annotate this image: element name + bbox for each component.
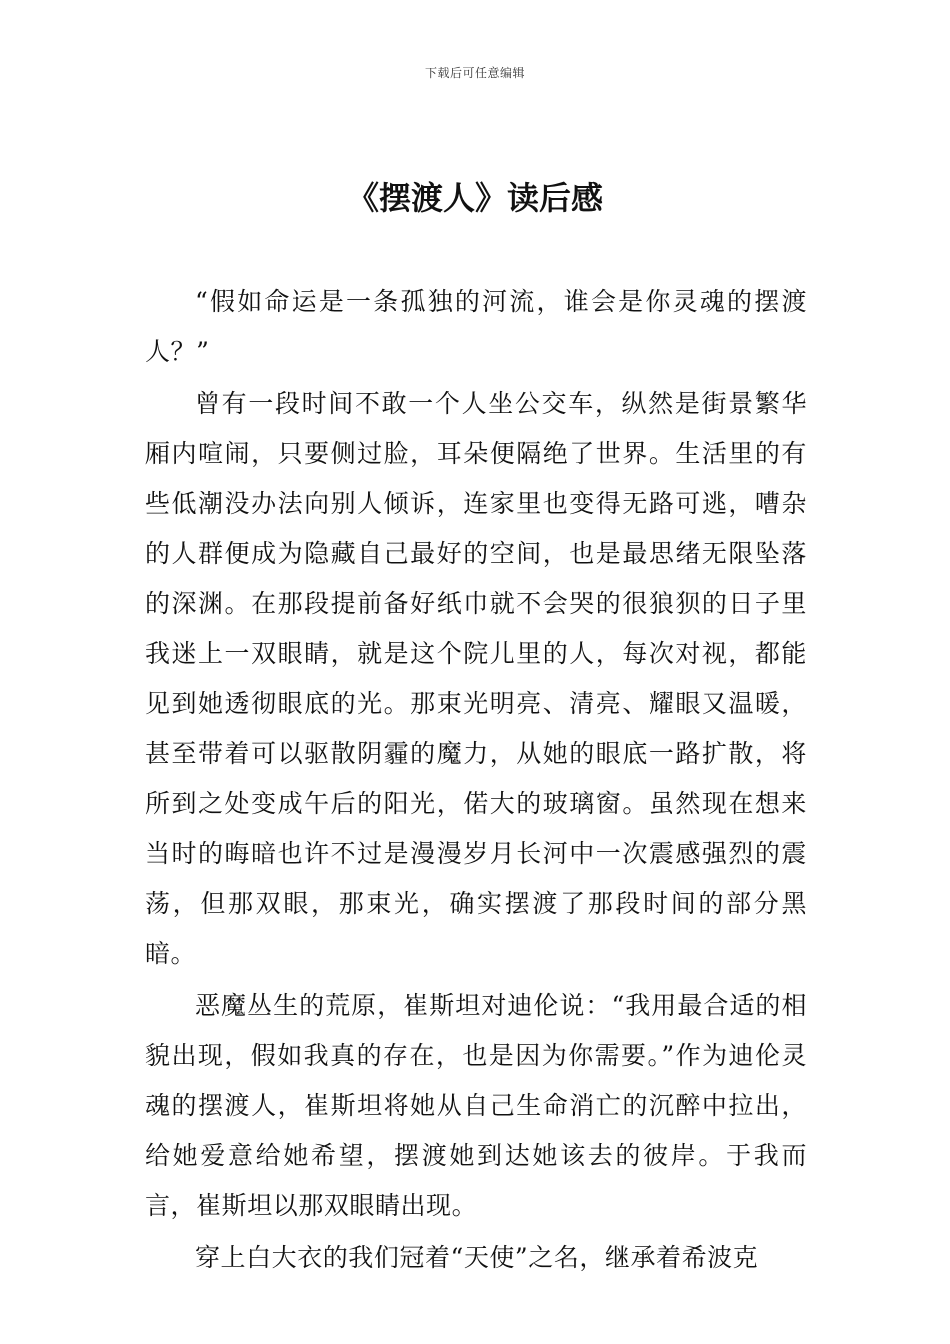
paragraph-quote: “假如命运是一条孤独的河流，谁会是你灵魂的摆渡人？”	[145, 287, 807, 366]
document-body	[145, 277, 807, 1283]
document-title: 《摆渡人》读后感	[346, 179, 603, 217]
header-note: 下载后可任意编辑	[424, 66, 525, 80]
paragraph-bus-memory: 曾有一段时间不敢一个人坐公交车，纵然是街景繁华厢内喧闹，只要侧过脸，耳朵便隔绝了世界。生活里的有些低潮没办法向别人倾诉，连家里也变得无路可逃，嘈杂的人群便成为隐藏自己最好的空间，也是最思绪无限坠落的深渊。在那段提前备好纸巾就不会哭的很狼狈的日子里我迷上一双眼睛，就是这个院儿里的人，每次对视，都能见到她透彻眼底的光。那束光明亮、清亮、耀眼又温暖，甚至带着可以驱散阴霾的魔力，从她的眼底一路扩散，将所到之处变成午后的阳光，偌大的玻璃窗。虽然现在想来当时的晦暗也许不过是漫漫岁月长河中一次震感强烈的震荡，但那双眼，那束光，确实摆渡了那段时间的部分黑暗。	[145, 389, 807, 968]
paragraph-white-coat: 穿上白大衣的我们冠着“天使”之名，继承着希波克	[195, 1243, 759, 1272]
paragraph-tristan: 恶魔丛生的荒原，崔斯坦对迪伦说：“我用最合适的相貌出现，假如我真的存在，也是因为你需要。”作为迪伦灵魂的摆渡人，崔斯坦将她从自己生命消亡的沉醉中拉出，给她爱意给她希望，摆渡她到达她该去的彼岸。于我而言，崔斯坦以那双眼睛出现。	[145, 991, 807, 1220]
